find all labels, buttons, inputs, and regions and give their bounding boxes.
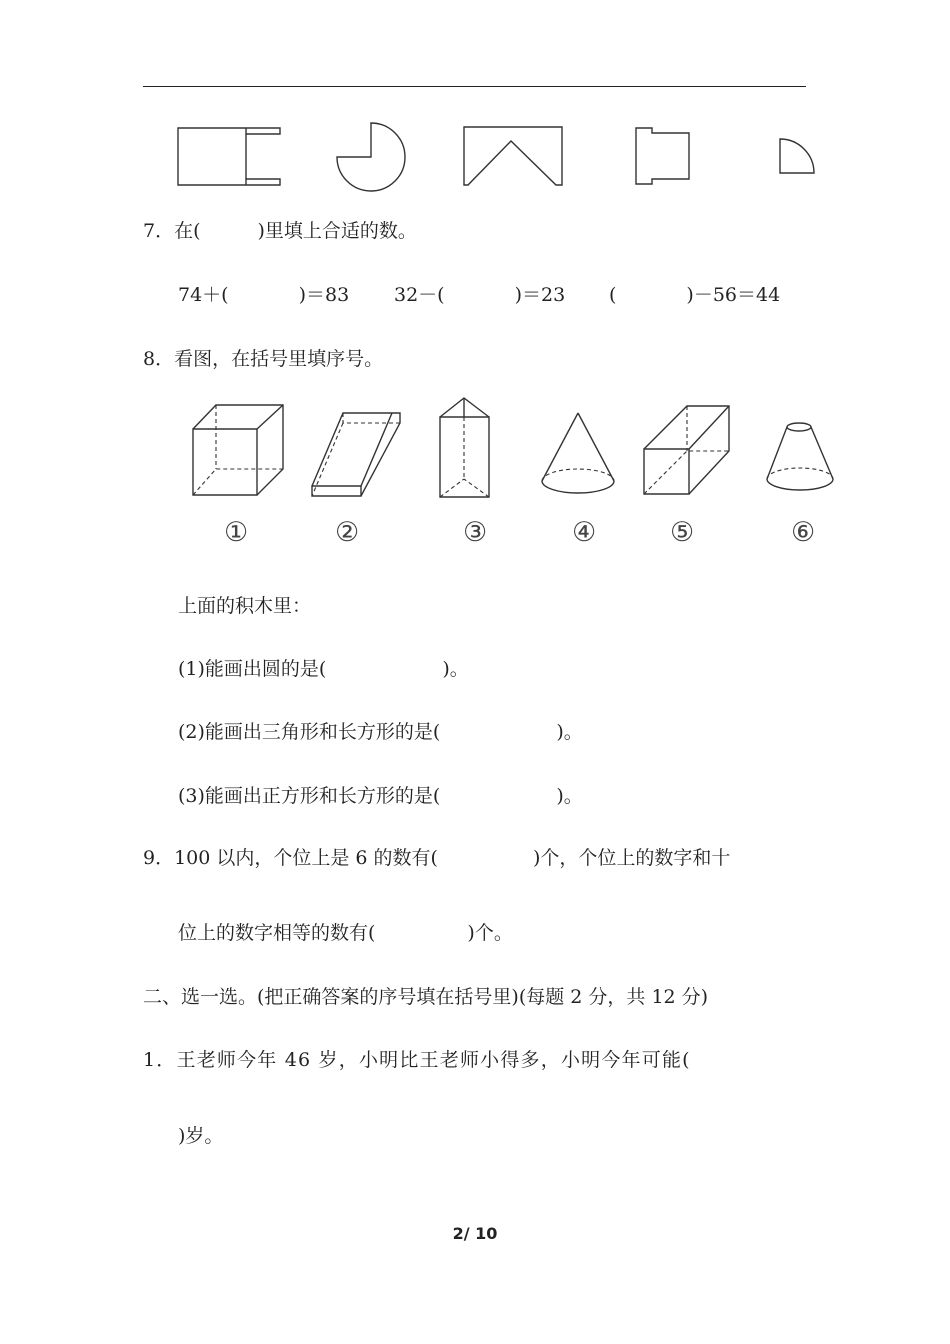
cone-icon <box>538 410 618 496</box>
frustum-icon <box>763 418 837 496</box>
cuboid-icon <box>641 403 733 499</box>
shape-label-5: ⑤ <box>670 517 695 548</box>
three-quarter-circle-icon <box>335 121 407 193</box>
q9-line-1: 9．100 以内，个位上是 6 的数有( )个，个位上的数字和十 <box>143 847 731 869</box>
s2-q1-line-2: )岁。 <box>178 1125 224 1147</box>
shape-label-2: ② <box>335 517 360 548</box>
rectangle-cut-in-half-icon <box>176 126 284 188</box>
section-2-title: 二、选一选。(把正确答案的序号填在括号里)(每题 2 分，共 12 分) <box>143 986 709 1008</box>
page-number: 2/ 10 <box>452 1224 498 1243</box>
header-rule <box>143 86 806 87</box>
q7-equation-3: ( )－56＝44 <box>609 284 781 306</box>
notched-square-icon <box>635 127 691 187</box>
shape-label-1: ① <box>224 517 249 548</box>
q8-sub-1: (1)能画出圆的是( )。 <box>178 658 469 680</box>
q8-sub-2: (2)能画出三角形和长方形的是( )。 <box>178 721 583 743</box>
q7-equation-1: 74＋( )＝83 <box>178 284 350 306</box>
q8-intro: 上面的积木里： <box>178 595 312 617</box>
notched-rectangle-icon <box>463 126 563 188</box>
shape-label-6: ⑥ <box>791 517 816 548</box>
q7-equation-2: 32－( )＝23 <box>394 284 566 306</box>
q7-title: 7．在( )里填上合适的数。 <box>143 220 417 242</box>
quarter-circle-icon <box>779 138 817 176</box>
flat-cuboid-icon <box>308 410 408 500</box>
q8-title: 8．看图，在括号里填序号。 <box>143 348 384 370</box>
cube-icon <box>190 402 290 500</box>
q8-sub-3: (3)能画出正方形和长方形的是( )。 <box>178 785 583 807</box>
s2-q1-line-1: 1．王老师今年 46 岁，小明比王老师小得多，小明今年可能( <box>143 1049 691 1071</box>
q9-line-2: 位上的数字相等的数有( )个。 <box>178 922 513 944</box>
shape-label-4: ④ <box>572 517 597 548</box>
shape-label-3: ③ <box>463 517 488 548</box>
triangular-prism-icon <box>437 395 493 501</box>
